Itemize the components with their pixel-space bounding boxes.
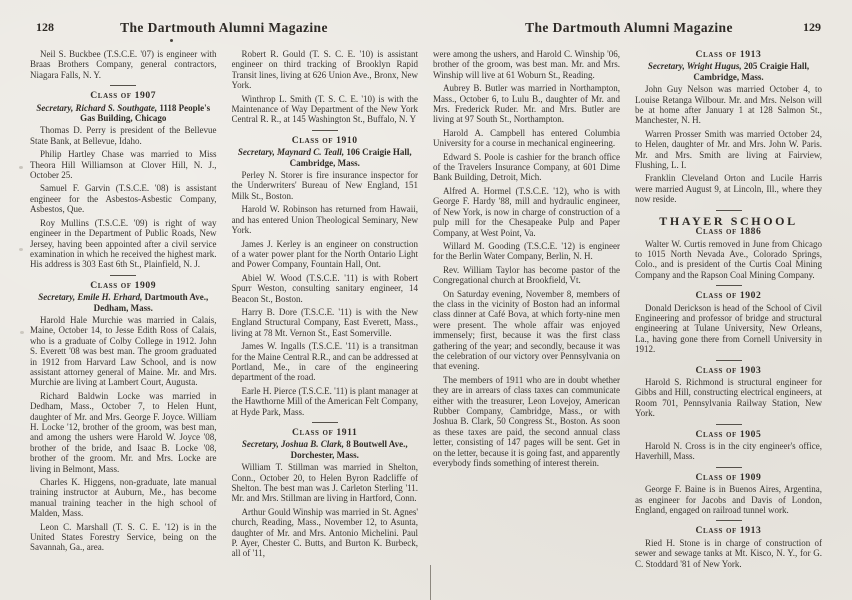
- paragraph: Franklin Cleveland Orton and Lucile Harris were married August 9, at Lincoln, Ill., where they now reside.: [635, 173, 822, 205]
- ink-speck: [19, 166, 23, 169]
- page-gutter-edge: [430, 565, 431, 600]
- paragraph: George F. Baine is in Buenos Aires, Argentina, as engineer for Jacobs and Davis of London, England, engaged on railroad tunnel work.: [635, 484, 822, 516]
- class-heading: Class of 1907: [90, 90, 157, 102]
- class-heading: Class of 1903: [695, 364, 762, 376]
- column-1: [30, 49, 217, 569]
- paragraph: Harold A. Campbell has entered Columbia University for a course in mechanical engineering.: [433, 127, 620, 149]
- paragraph: John Guy Nelson was married October 4, to Louise Retanga Wilbour. Mr. and Mrs. Nelson will be at home after January 1 at 128 Salmon St., Manchester, N. H.: [635, 84, 822, 126]
- paragraph: William T. Stillman was married in Shelton, Conn., October 20, to Helen Byron Radcliffe of Shelton. The best man was J. Carleton Sterling '11. Mr. and Mrs. Stillman are living in Hartford, Conn.: [231, 462, 418, 504]
- secretary-line: Secretary, Joshua B. Clark, 8 Boutwell Ave., Dorchester, Mass.: [241, 439, 408, 460]
- column-4: [635, 49, 822, 569]
- paragraph: Harold N. Cross is in the city engineer's office, Haverhill, Mass.: [635, 441, 822, 462]
- section-divider: [716, 285, 742, 286]
- paragraph: Alfred A. Hormel (T.S.C.E. '12), who is with George F. Hardy '88, mill and hydraulic engineer, of New York, is now in charge of construction of a pulp mill for the Chesapeake Pulp and Paper Company, at West Point, Va.: [433, 185, 620, 238]
- paragraph: Rev. William Taylor has become pastor of the Congregational church at Brookfield, Vt.: [433, 264, 620, 286]
- paragraph: Richard Baldwin Locke was married in Dedham, Mass., October 7, to Helen Hunt, daughter of Mr. and Mrs. George F. Joyce. William H. Locke '12, brother of the groom, was best man, and among the ushers were Harold W. Joyce '08, brother of the bride, and Isaac B. Locke '08, brother of the groom. Mr. and Mrs. Locke are living in Belmont, Mass.: [30, 390, 217, 474]
- section-divider: [716, 520, 742, 521]
- paragraph: Harry B. Dore (T.S.C.E. '11) is with the New England Structural Company, East Everett, Mass., living at 78 Mt. Vernon St., East Somerville.: [231, 306, 418, 338]
- class-heading: Class of 1902: [695, 290, 762, 302]
- section-divider: [716, 210, 742, 211]
- page-left-header: [30, 20, 418, 42]
- paragraph: The members of 1911 who are in doubt whether they are in arrears of class taxes can communicate either with the treasurer, Leon Lovejoy, American Rubber Company, Cambridge, Mass., or with Joshua B. Clark, 50 Congress St., Boston. As soon as these taxes are paid, the second annual class letter, consisting of 147 pages will be sent. Get in on the letter, because it is going fast, and apparently everybody finds something of interest therein.: [433, 374, 620, 469]
- magazine-title-left: The Dartmouth Alumni Magazine: [120, 20, 328, 35]
- page-left-columns: [30, 49, 418, 569]
- paragraph: were among the ushers, and Harold C. Winship '06, brother of the groom, was best man. Mr. and Mrs. Winship will live at 61 Woburn St., Reading.: [433, 49, 620, 80]
- paragraph: Harold W. Robinson has returned from Hawaii, and has entered Union Theological Seminary, New York.: [231, 204, 418, 236]
- paragraph: Harold S. Richmond is structural engineer for Gibbs and Hill, constructing electrical engineers, at Room 701, Pennsylvania Railway Station, New York.: [635, 376, 822, 419]
- class-heading: Class of 1913: [695, 525, 762, 537]
- section-divider: [716, 360, 742, 361]
- paragraph: Winthrop L. Smith (T. S. C. E. '10) is with the Maintenance of Way Department of the New York Central R. R., at 145 Washington St., Buffalo, N. Y: [231, 93, 418, 125]
- class-heading: Class of 1911: [292, 427, 358, 438]
- class-heading: Class of 1909: [90, 279, 157, 291]
- page-number-128: 128: [36, 20, 54, 34]
- section-divider: [110, 275, 136, 276]
- paragraph: Neil S. Buckbee (T.S.C.E. '07) is engineer with Braas Brothers Company, general contractors, Niagara Falls, N. Y.: [30, 49, 217, 80]
- paragraph: Perley N. Storer is fire insurance inspector for the Underwriters' Bureau of New England, 151 Milk St., Boston.: [231, 170, 418, 201]
- page-right-columns: [433, 49, 825, 569]
- paragraph: Philip Hartley Chase was married to Miss Theora Hill Williamson at Clover Hill, N. J., October 25.: [30, 149, 217, 181]
- class-heading: Class of 1909: [695, 471, 762, 483]
- paragraph: Willard M. Gooding (T.S.C.E. '12) is engineer for the Berlin Water Company, Berlin, N. H.: [433, 240, 620, 262]
- paragraph: Leon C. Marshall (T. S. C. E. '12) is in the United States Forestry Service, being on the Savannah, Ga., area.: [30, 521, 217, 553]
- paragraph: Arthur Gould Winship was married in St. Agnes' church, Reading, Mass., November 12, to Asunta, daughter of Mr. and Mrs. Antonio Michelini. Paul P. Ayer, Chester C. Butts, and Burton K. Burbeck, all of '11,: [231, 506, 418, 559]
- paragraph: James W. Ingalls (T.S.C.E. '11) is a transitman for the Maine Central R.R., and can be addressed at Portland, Me., in care of the engineering department of the road.: [231, 341, 418, 383]
- magazine-title-right: The Dartmouth Alumni Magazine: [525, 20, 733, 35]
- page-right: [433, 0, 825, 600]
- page-right-header: [433, 20, 825, 42]
- paragraph: Donald Derickson is head of the School of Civil Engineering and professor of bridge and structural engineering at Tulane University, New Orleans, La., having gone there from Cornell University in 1912.: [635, 302, 822, 355]
- page-left: [30, 0, 418, 600]
- secretary-line: Secretary, Maynard C. Teall, 106 Craigie Hall, Cambridge, Mass.: [237, 147, 412, 168]
- class-heading: Class of 1905: [695, 428, 762, 440]
- paragraph: On Saturday evening, November 8, members of the class in the vicinity of Boston had an informal class dinner at Café Bova, at which forty-nine men were present. The whole affair was enjoyed immensely; first, because it was the first class gathering of the year; and secondly, because it was the celebration of our victory over Pennsylvania on that evening.: [433, 288, 620, 372]
- paragraph: Edward S. Poole is cashier for the branch office of the Travelers Insurance Company, at 601 Dime Bank Building, Detroit, Mich.: [433, 151, 620, 183]
- paragraph: Roy Mullins (T.S.C.E. '09) is right of way engineer in the Department of Public Roads, New Jersey, having been appointed after a civil service examination in which he received the highest mark. His address is 303 East 6th St., Plainfield, N. J.: [30, 217, 217, 270]
- section-divider: [716, 467, 742, 468]
- section-divider: [716, 424, 742, 425]
- class-heading: Class of 1910: [291, 134, 358, 146]
- school-heading: THAYER SCHOOL: [659, 213, 798, 228]
- paragraph: Harold Hale Murchie was married in Calais, Maine, October 14, to Jesse Edith Ross of Calais, who is a graduate of Colby College in 1912. John S. Everett '08 was best man. The groom graduated in 1912 from Harvard Law School, and is now assistant attorney general of Maine. Mr. and Mrs. Murchie are living at Lambert Court, Augusta.: [30, 314, 217, 388]
- secretary-line: Secretary, Emile H. Erhard, Dartmouth Ave., Dedham, Mass.: [38, 292, 209, 313]
- class-heading: Class of 1886: [695, 226, 762, 238]
- paragraph: Samuel F. Garvin (T.S.C.E. '08) is assistant engineer for the Asbestos-Asbestic Company, Asbestos, Que.: [30, 183, 217, 215]
- paragraph: Robert R. Gould (T. S. C. E. '10) is assistant engineer on third tracking of Brooklyn Rapid Transit lines, living at 626 Union Ave., Bronx, New York.: [231, 49, 418, 91]
- section-divider: [312, 422, 338, 423]
- paragraph: Charles K. Higgens, non-graduate, late manual training instructor at Auburn, Me., has become manual training teacher in the high school of Malden, Mass.: [30, 477, 217, 519]
- section-divider: [110, 85, 136, 86]
- column-2: [232, 49, 419, 569]
- paragraph: Abiel W. Wood (T.S.C.E. '11) is with Robert Spurr Weston, consulting sanitary engineer, 14 Beacon St., Boston.: [231, 272, 418, 304]
- paragraph: Earle H. Pierce (T.S.C.E. '11) is plant manager at the Hawthorne Mill of the American Felt Company, at Hyde Park, Mass.: [231, 385, 418, 417]
- column-3: [433, 49, 620, 569]
- paragraph: Warren Prosser Smith was married October 24, to Helen, daughter of Mr. and Mrs. John W. Paris. Mr. and Mrs. Smith are living at Fairview, Flushing, L. I.: [635, 128, 822, 171]
- paragraph: Walter W. Curtis removed in June from Chicago to 1015 North Nevada Ave., Colorado Springs, Colo., and is president of the Curtis Coal Mining Company and the Rapson Coal Mining Company.: [635, 238, 822, 280]
- ink-speck: [170, 39, 173, 42]
- paragraph: Thomas D. Perry is president of the Bellevue State Bank, at Bellevue, Idaho.: [30, 125, 217, 146]
- ink-speck: [20, 331, 24, 334]
- section-divider: [312, 130, 338, 131]
- secretary-line: Secretary, Wright Hugus, 205 Craigie Hall, Cambridge, Mass.: [647, 61, 810, 82]
- ink-speck: [19, 248, 23, 251]
- paragraph: Ried H. Stone is in charge of construction of sewer and sewage tanks at Mt. Kisco, N. Y., for G. C. Stoddard '81 of New York.: [635, 537, 822, 569]
- page-number-129: 129: [803, 20, 821, 34]
- secretary-line: Secretary, Richard S. Southgate, 1118 People's Gas Building, Chicago: [36, 102, 211, 124]
- class-heading: Class of 1913: [695, 49, 762, 60]
- paragraph: Aubrey B. Butler was married in Northampton, Mass., October 6, to Lulu B., daughter of Mr. and Mrs. Frederick Ruder. Mr. and Mrs. Butler are living at 97 South St., Northampton.: [433, 83, 620, 125]
- paragraph: James J. Kerley is an engineer on construction of a water power plant for the North Ontario Light and Power Company, Fountain Hall, Ont.: [231, 238, 418, 270]
